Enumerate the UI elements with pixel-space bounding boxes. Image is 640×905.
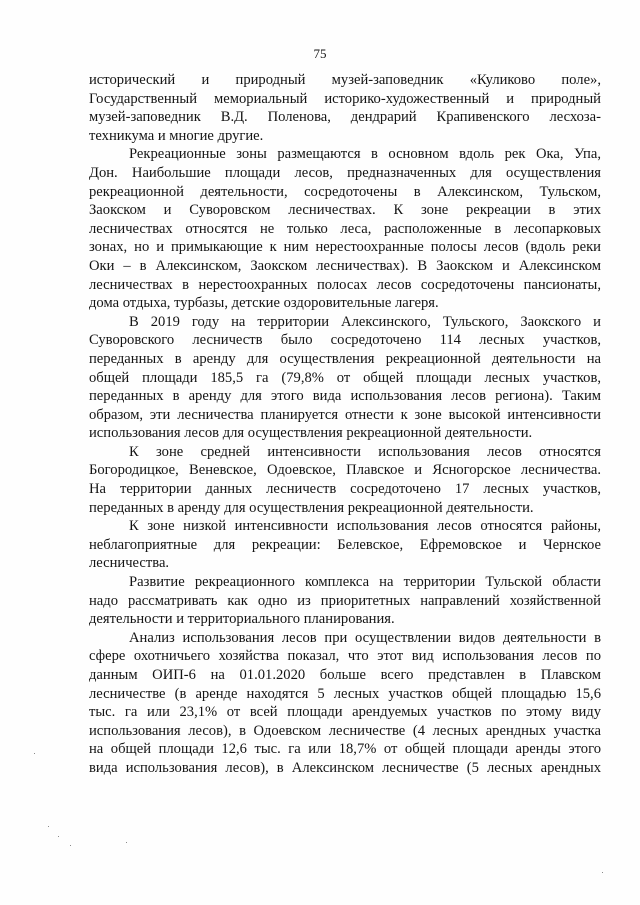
scan-speck (126, 842, 127, 843)
text-line: Анализ использования лесов при осуществлении видов деятельности в (129, 629, 601, 646)
text-line: использования лесов для осуществления рекреационной деятельности. (89, 425, 533, 442)
scan-speck (48, 826, 49, 827)
text-line: деятельности и территориального планирования. (89, 611, 395, 628)
text-line: общей площади 185,5 га (79,8% от общей площади лесных участков, (89, 369, 601, 386)
text-line: тыс. га или 23,1% от всей площади арендуемых участков по этому виду (89, 704, 601, 721)
text-line: Развитие рекреационного комплекса на территории Тульской области (129, 574, 601, 591)
text-line: зонах, но и примыкающие к ним нерестоохранные полосы лесов (вдоль реки (89, 239, 601, 256)
text-line: Рекреационные зоны размещаются в основном вдоль рек Ока, Упа, (129, 146, 601, 163)
text-line: На территории данных лесничеств сосредоточено 17 лесных участков, (89, 481, 601, 498)
text-line: К зоне низкой интенсивности использования лесов относятся районы, (129, 518, 601, 535)
text-line: лесничестве (в аренде находятся 5 лесных участков общей площадью 15,6 (89, 685, 601, 702)
text-line: образом, эти лесничества планируется отнести к зоне высокой интенсивности (89, 406, 601, 423)
text-line: использования лесов), в Одоевском лесничестве (4 лесных арендных участка (89, 722, 601, 739)
scan-speck (70, 845, 71, 846)
text-line: Оки – в Алексинском, Заокском лесничествах). В Заокском и Алексинском (89, 257, 601, 274)
text-line: на общей площади 12,6 тыс. га или 18,7% от общей площади аренды этого (89, 741, 601, 758)
text-line: Суворовского лесничеств было сосредоточено 114 лесных участков, (89, 332, 601, 349)
text-line: надо рассматривать как одно из приоритетных направлений хозяйственной (89, 592, 601, 609)
body-text (89, 71, 601, 778)
text-line: переданных в аренду для осуществления рекреационной деятельности на (89, 350, 601, 367)
text-line: Дон. Наибольшие площади лесов, предназначенных для осуществления (89, 164, 601, 181)
text-line: переданных в аренду для этого вида использования лесов региона). Таким (89, 388, 601, 405)
text-line: дома отдыха, турбазы, детские оздоровительные лагеря. (89, 295, 439, 312)
text-line: лесничества. (89, 555, 170, 572)
text-line: К зоне средней интенсивности использования лесов относятся (129, 443, 601, 460)
scan-speck (602, 872, 603, 873)
page-number: 75 (313, 46, 327, 61)
text-line: сфере охотничьего хозяйства показал, что этот вид использования лесов по (89, 648, 601, 665)
text-line: музей-заповедник В.Д. Поленова, дендрарий Крапивенского лесхоза- (89, 109, 601, 126)
text-line: Государственный мемориальный историко-художественный и природный (89, 90, 601, 107)
text-line: исторический и природный музей-заповедник «Куликово поле», (89, 72, 601, 88)
scan-speck (34, 753, 35, 754)
scan-speck (58, 836, 59, 837)
text-line: техникума и многие другие. (89, 127, 264, 144)
text-line: вида использования лесов), в Алексинском лесничестве (5 лесных арендных (89, 759, 601, 776)
text-line: переданных в аренду для осуществления рекреационной деятельности. (89, 499, 534, 516)
text-line: данным ОИП-6 на 01.01.2020 больше всего представлен в Плавском (89, 667, 601, 683)
text-line: лесничествах в нерестоохранных полосах лесов сосредоточены пансионаты, (89, 276, 601, 293)
text-line: неблагоприятные для рекреации: Белевское, Ефремовское и Чернское (89, 536, 601, 553)
text-line: рекреационной деятельности, сосредоточены в Алексинском, Тульском, (89, 183, 601, 200)
text-line: Богородицкое, Веневское, Одоевское, Плавское и Ясногорское лесничества. (89, 462, 601, 479)
text-line: В 2019 году на территории Алексинского, Тульского, Заокского и (129, 313, 601, 330)
text-line: лесничествах относятся не только леса, расположенные в лесопарковых (89, 220, 601, 237)
text-line: Заокском и Суворовском лесничествах. К зоне рекреации в этих (89, 202, 601, 219)
